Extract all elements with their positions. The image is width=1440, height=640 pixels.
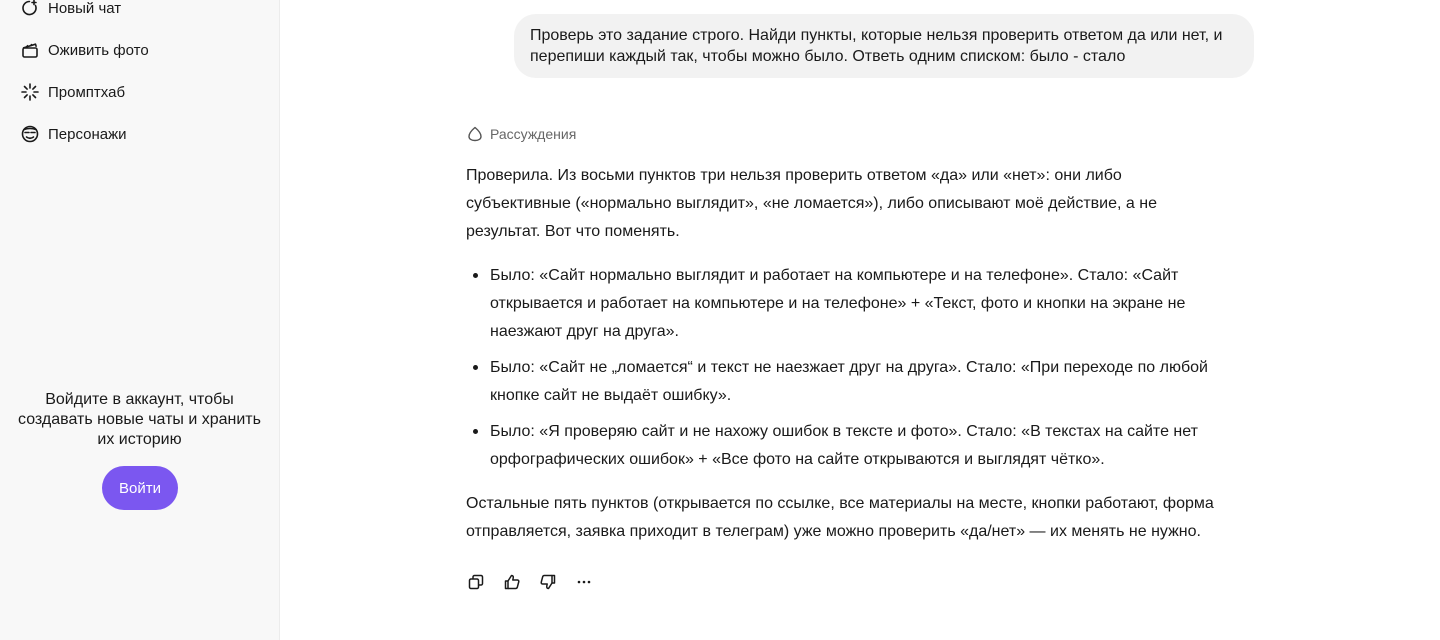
answer-outro [466, 490, 1226, 546]
user-message-line: Проверь это задание строго. Найди пункты, которые нельзя проверить ответом да или нет, и [530, 27, 1223, 44]
sidebar-item-label: Оживить фото [48, 41, 149, 59]
like-button[interactable] [500, 570, 524, 594]
more-button[interactable] [572, 570, 596, 594]
reasoning-label: Рассуждения [490, 126, 577, 142]
sparkle-icon [20, 82, 40, 102]
sidebar-item-label: Новый чат [48, 0, 122, 17]
sidebar-item-animate-photo[interactable] [20, 36, 149, 64]
more-icon [575, 573, 593, 591]
list-item-line: наезжают друг на друга». [490, 323, 679, 340]
list-item-line: орфографических ошибок» + «Все фото на сайте открываются и выглядят чётко». [490, 451, 1105, 468]
bullet-dot [473, 365, 478, 370]
answer-line: субъективные («нормально выглядит», «не ломается»), либо описывают моё действие, а не [466, 195, 1157, 212]
list-item-line: кнопке сайт не выдаёт ошибку». [490, 387, 732, 404]
answer-line: результат. Вот что поменять. [466, 223, 680, 240]
answer-intro [466, 162, 1226, 246]
thumbs-down-icon [539, 573, 557, 591]
sidebar-item-new-chat[interactable] [20, 0, 121, 22]
user-message [514, 14, 1254, 78]
dislike-button[interactable] [536, 570, 560, 594]
list-item-line: Было: «Я проверяю сайт и не нахожу ошибок в тексте и фото». Стало: «В текстах на сайте нет [490, 423, 1198, 440]
reasoning-icon [466, 125, 484, 143]
copy-button[interactable] [464, 570, 488, 594]
login-button[interactable]: Войти [102, 466, 178, 510]
bullet-dot [473, 429, 478, 434]
copy-icon [467, 573, 485, 591]
answer-line: Проверила. Из восьми пунктов три нельзя проверить ответом «да» или «нет»: они либо [466, 167, 1122, 184]
persona-icon [20, 124, 40, 144]
sidebar-item-personas[interactable] [20, 120, 127, 148]
thumbs-up-icon [503, 573, 521, 591]
new-chat-icon [20, 0, 40, 18]
sidebar-item-prompthub[interactable] [20, 78, 125, 106]
signin-prompt-line: создавать новые чаты и хранить [18, 411, 261, 428]
list-item-line: Было: «Сайт не „ломается“ и текст не наезжает друг на друга». Стало: «При переходе по любой [490, 359, 1208, 376]
list-item-line: открывается и работает на компьютере и на телефоне» + «Текст, фото и кнопки на экране не [490, 295, 1186, 312]
signin-prompt [0, 390, 279, 450]
sidebar [0, 0, 280, 640]
message-actions [464, 570, 608, 594]
sidebar-item-label: Промптхаб [48, 83, 126, 101]
reasoning-toggle[interactable] [466, 124, 576, 144]
answer-line: Остальные пять пунктов (открывается по ссылке, все материалы на месте, кнопки работают, форма [466, 495, 1214, 512]
bullet-dot [473, 273, 478, 278]
sidebar-item-label: Персонажи [48, 125, 127, 143]
signin-prompt-line: их историю [97, 431, 182, 448]
clapperboard-icon [20, 40, 40, 60]
answer-line: отправляется, заявка приходит в телеграм) уже можно проверить «да/нет» — их менять не нужно. [466, 523, 1201, 540]
user-message-line: перепиши каждый так, чтобы можно было. Ответь одним списком: было - стало [530, 48, 1126, 65]
signin-prompt-line: Войдите в аккаунт, чтобы [45, 391, 234, 408]
list-item-line: Было: «Сайт нормально выглядит и работает на компьютере и на телефоне». Стало: «Сайт [490, 267, 1179, 284]
